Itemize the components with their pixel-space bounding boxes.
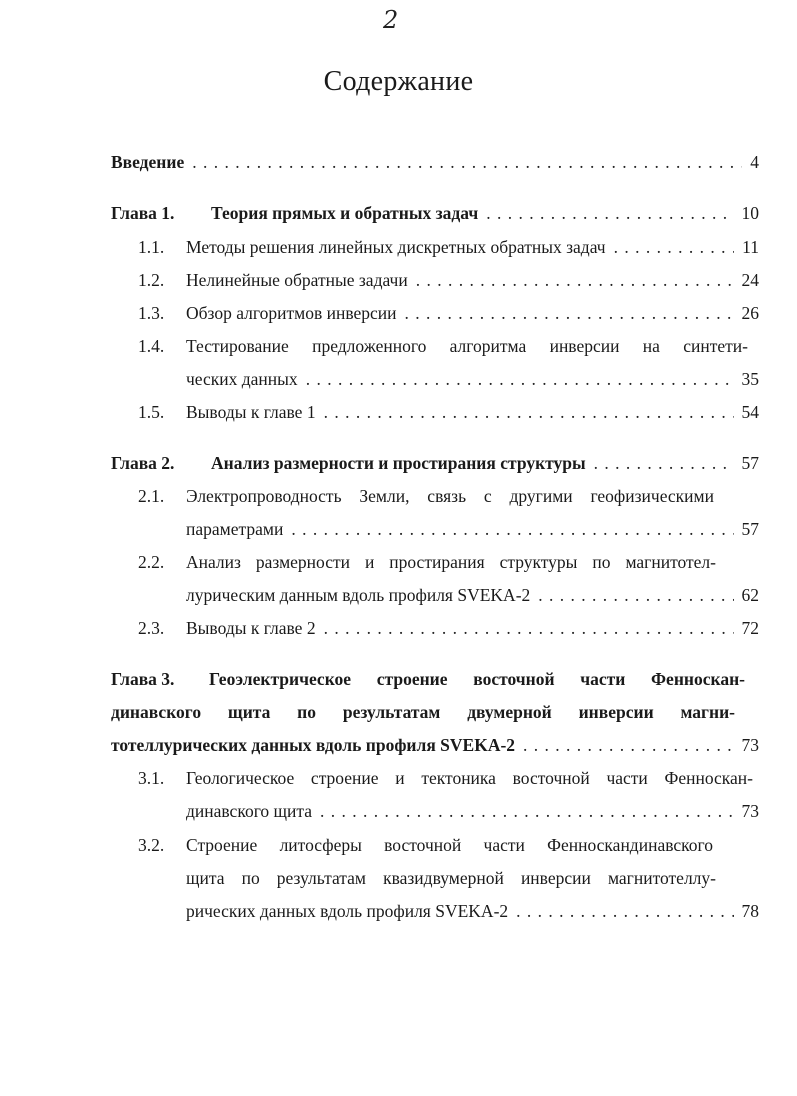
section-title: Тестирование предложенного алгоритма инверсии на синтети- [186,336,748,356]
toc-section-2-2-line1[interactable] [186,552,716,574]
toc-section-3-2-line1[interactable] [186,835,713,857]
toc-page-number: 62 [741,585,759,605]
toc-page-number: 57 [741,453,759,473]
toc-page-number: 78 [741,901,759,921]
toc-section-1-1[interactable] [186,237,759,259]
leader-dots [192,152,742,173]
page-number: 2 [383,6,399,34]
section-title-cont: лурическим данным вдоль профиля SVEKA-2 [186,585,531,605]
section-title-cont: параметрами [186,519,284,539]
section-title: Электропроводность Земли, связь с другими геофизическими [186,486,714,506]
leader-dots [614,237,735,258]
toc-section-1-4-line1[interactable] [186,336,748,358]
chapter-title-cont: тотеллурических данных вдоль профиля SVEKA-2 [111,735,516,755]
toc-page-number: 4 [750,152,759,172]
section-title: Обзор алгоритмов инверсии [186,303,397,323]
toc-chapter-2[interactable] [111,453,759,475]
chapter-title: Геоэлектрическое строение восточной части Фенноскан- [209,669,745,689]
section-number: 2.2. [138,552,165,572]
leader-dots [324,618,734,639]
section-number: 1.3. [138,303,165,323]
leader-dots [516,901,733,922]
leader-dots [405,303,734,324]
chapter-number: Глава 1. [111,203,175,223]
toc-section-3-1-line1[interactable] [186,768,753,790]
section-number: 3.1. [138,768,165,788]
leader-dots [320,801,733,822]
toc-section-3-2-line2[interactable] [186,868,716,890]
toc-section-1-3[interactable] [186,303,759,325]
section-number: 1.1. [138,237,165,257]
toc-section-2-2-line2[interactable] [186,585,759,607]
section-number: 1.4. [138,336,165,356]
section-title: Геологическое строение и тектоника восточной части Фенноскан- [186,768,753,788]
section-title: Нелинейные обратные задачи [186,270,408,290]
toc-chapter-3-line3[interactable] [111,735,759,757]
section-number: 3.2. [138,835,165,855]
toc-page-number: 73 [741,735,759,755]
toc-section-1-2[interactable] [186,270,759,292]
toc-entry-intro[interactable] [111,152,759,174]
section-number: 2.1. [138,486,165,506]
toc-section-3-2-line3[interactable] [186,901,759,923]
toc-chapter-1[interactable] [111,203,759,225]
chapter-title: Анализ размерности и простирания структуры [211,453,586,473]
leader-dots [306,369,734,390]
leader-dots [538,585,733,606]
section-title: Выводы к главе 1 [186,402,316,422]
section-title: Строение литосферы восточной части Фенноскандинавского [186,835,713,855]
toc-chapter-3-line2[interactable] [111,702,735,724]
chapter-number: Глава 3. [111,669,175,689]
toc-page-number: 26 [741,303,759,323]
section-title-cont: щита по результатам квазидвумерной инверсии магнитотеллу- [186,868,716,888]
section-title-cont: динавского щита [186,801,313,821]
section-number: 2.3. [138,618,165,638]
leader-dots [291,519,733,540]
section-title: Выводы к главе 2 [186,618,316,638]
toc-section-1-4-line2[interactable] [186,369,759,391]
leader-dots [486,203,733,224]
section-title: Анализ размерности и простирания структуры по магнитотел- [186,552,716,572]
toc-page-number: 57 [741,519,759,539]
page-title: Содержание [323,66,474,97]
toc-section-2-1-line1[interactable] [186,486,714,508]
toc-section-2-1-line2[interactable] [186,519,759,541]
toc-page-number: 35 [741,369,759,389]
toc-page-number: 10 [741,203,759,223]
toc-section-3-1-line2[interactable] [186,801,759,823]
toc-entry-label: Введение [111,152,185,172]
chapter-title-cont: динавского щита по результатам двумерной инверсии магни- [111,702,735,722]
chapter-title: Теория прямых и обратных задач [211,203,479,223]
section-title: Методы решения линейных дискретных обратных задач [186,237,606,257]
toc-chapter-3-line1[interactable] [111,669,745,691]
chapter-number: Глава 2. [111,453,175,473]
toc-page-number: 73 [741,801,759,821]
leader-dots [324,402,734,423]
section-number: 1.5. [138,402,165,422]
section-title-cont: ческих данных [186,369,298,389]
toc-page-number: 72 [741,618,759,638]
section-title-cont: рических данных вдоль профиля SVEKA-2 [186,901,509,921]
toc-section-2-3[interactable] [186,618,759,640]
leader-dots [523,735,733,756]
toc-page-number: 54 [741,402,759,422]
toc-page-number: 11 [742,237,759,257]
leader-dots [416,270,734,291]
toc-section-1-5[interactable] [186,402,759,424]
section-number: 1.2. [138,270,165,290]
leader-dots [594,453,734,474]
toc-page-number: 24 [741,270,759,290]
